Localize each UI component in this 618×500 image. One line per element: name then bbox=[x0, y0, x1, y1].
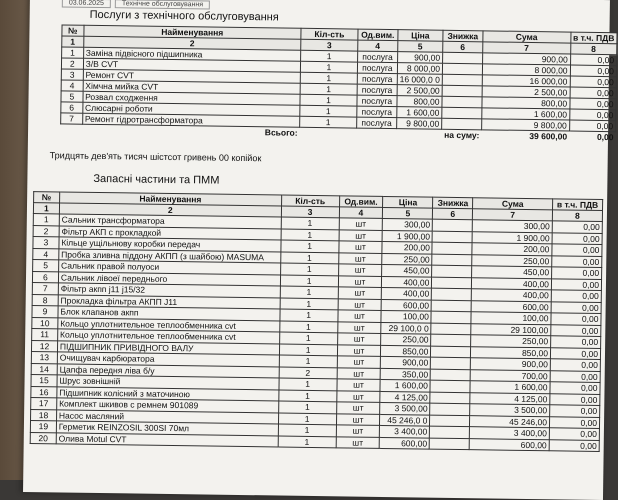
parts-column-header-7: в т.ч. ПДВ bbox=[552, 199, 602, 211]
table-cell: 3 500,00 bbox=[380, 402, 430, 414]
table-cell bbox=[442, 118, 482, 130]
table-cell: шт bbox=[338, 275, 382, 287]
table-cell: Ремонт CVT bbox=[83, 69, 301, 83]
table-cell: 1 bbox=[279, 344, 337, 356]
parts-column-header-6: Сума bbox=[473, 198, 553, 210]
parts-column-header-5: Знижка bbox=[433, 197, 473, 209]
table-cell: 1 bbox=[278, 436, 336, 448]
table-cell: 0,00 bbox=[550, 359, 600, 371]
table-cell: 1 bbox=[300, 94, 357, 106]
table-cell: 1 900,00 bbox=[382, 230, 432, 242]
table-cell bbox=[431, 346, 471, 358]
table-cell: шт bbox=[338, 264, 382, 276]
parts-column-number-5: 6 bbox=[433, 208, 473, 220]
header-date: 03.06.2025 bbox=[62, 0, 111, 8]
table-cell: шт bbox=[337, 356, 381, 368]
table-cell bbox=[442, 63, 482, 75]
services-column-header-1: Найменування bbox=[84, 25, 302, 39]
table-cell bbox=[430, 403, 470, 415]
table-cell: Ремонт гідротрансформатора bbox=[82, 113, 300, 127]
table-cell: послуга bbox=[357, 51, 397, 63]
table-cell: З/В CVT bbox=[83, 58, 301, 72]
table-cell: 1 bbox=[279, 378, 337, 390]
table-cell bbox=[430, 380, 470, 392]
parts-table bbox=[30, 191, 603, 452]
parts-column-number-4: 5 bbox=[383, 207, 433, 219]
table-cell: 4 bbox=[61, 80, 83, 91]
table-cell bbox=[430, 415, 470, 427]
table-cell: послуга bbox=[357, 62, 397, 74]
table-cell: Фільтр АКП с прокладкой bbox=[59, 225, 281, 240]
table-cell: 1 bbox=[280, 263, 338, 275]
table-cell: 2 500,00 bbox=[482, 86, 570, 98]
services-total-vat: 0,00 bbox=[596, 131, 614, 143]
table-cell: Прокладка фільтра АКПП J11 bbox=[58, 294, 280, 309]
table-cell: 10 bbox=[32, 317, 58, 329]
parts-column-number-1: 2 bbox=[59, 203, 281, 217]
table-cell bbox=[430, 392, 470, 404]
table-cell: 3 500,00 bbox=[470, 404, 550, 417]
table-cell: 2 bbox=[61, 58, 83, 69]
table-cell bbox=[431, 311, 471, 323]
table-cell: 0,00 bbox=[551, 301, 601, 313]
table-cell: 13 bbox=[31, 352, 57, 364]
table-cell: 14 bbox=[31, 363, 57, 375]
table-cell: Підшипник колісний з маточиною bbox=[57, 386, 279, 401]
table-cell: послуга bbox=[357, 95, 397, 107]
table-cell: 1 bbox=[281, 229, 339, 241]
table-cell bbox=[431, 357, 471, 369]
table-cell bbox=[433, 219, 473, 231]
table-cell: 400,00 bbox=[382, 287, 432, 299]
table-cell: 0,00 bbox=[551, 278, 601, 290]
table-cell: 0,00 bbox=[551, 290, 601, 302]
parts-column-header-3: Од.вим. bbox=[339, 196, 383, 208]
table-cell: 2 bbox=[279, 367, 337, 379]
table-cell: шт bbox=[338, 287, 382, 299]
table-cell: 9 800,00 bbox=[481, 119, 569, 131]
table-cell: 1 bbox=[278, 413, 336, 425]
table-cell: 1 600,00 bbox=[397, 107, 442, 119]
table-cell: 600,00 bbox=[380, 437, 430, 449]
table-cell: 700,00 bbox=[470, 369, 550, 382]
table-cell bbox=[442, 107, 482, 119]
table-cell: 5 bbox=[61, 91, 83, 102]
table-cell bbox=[443, 52, 483, 64]
parts-column-header-1: Найменування bbox=[59, 192, 281, 206]
services-table bbox=[60, 24, 617, 142]
table-cell: шт bbox=[337, 310, 381, 322]
table-cell: Насос масляний bbox=[56, 409, 278, 424]
table-cell: 0,00 bbox=[551, 324, 601, 336]
services-sum-label: на суму: bbox=[444, 129, 480, 141]
services-total-label: Всього: bbox=[264, 127, 298, 138]
table-cell: 0,00 bbox=[552, 221, 602, 233]
table-cell: 0,00 bbox=[550, 405, 600, 417]
table-cell: послуга bbox=[357, 117, 397, 129]
table-cell: 0,00 bbox=[570, 65, 617, 77]
table-cell: 0,00 bbox=[549, 416, 599, 428]
table-cell: Комплект шкивов с ремнем 901089 bbox=[57, 398, 279, 413]
parts-column-header-0: № bbox=[34, 192, 60, 203]
table-cell: 0,00 bbox=[570, 98, 617, 110]
services-column-number-4: 5 bbox=[398, 41, 443, 53]
table-cell: шт bbox=[338, 298, 382, 310]
table-cell bbox=[431, 300, 471, 312]
table-cell: 17 bbox=[31, 398, 57, 410]
table-cell: 0,00 bbox=[552, 255, 602, 267]
table-cell: 1 bbox=[300, 116, 357, 128]
table-cell bbox=[442, 96, 482, 108]
table-cell: 900,00 bbox=[471, 358, 551, 371]
table-cell bbox=[432, 288, 472, 300]
table-cell: шт bbox=[338, 252, 382, 264]
table-cell: 900,00 bbox=[381, 356, 431, 368]
table-cell: 450,00 bbox=[382, 264, 432, 276]
table-cell: 450,00 bbox=[472, 266, 552, 279]
header-label: Технічне обслуговування bbox=[115, 0, 210, 10]
table-cell: 3 400,00 bbox=[470, 427, 550, 440]
table-cell: шт bbox=[337, 321, 381, 333]
table-cell: 16 000,0 0 bbox=[397, 74, 442, 86]
table-cell: Сальник правой полуоси bbox=[58, 260, 280, 275]
invoice-page bbox=[23, 0, 615, 500]
table-cell: 0,00 bbox=[550, 370, 600, 382]
table-cell: 4 125,00 bbox=[380, 391, 430, 403]
table-cell: 20 bbox=[30, 432, 56, 444]
services-column-header-3: Од.вим. bbox=[358, 29, 398, 41]
table-cell: 1 bbox=[279, 332, 337, 344]
table-cell: 900,00 bbox=[482, 53, 570, 65]
services-column-header-4: Ціна bbox=[398, 30, 443, 42]
table-cell: 9 800,00 bbox=[396, 118, 441, 130]
parts-column-number-3: 4 bbox=[339, 207, 383, 219]
table-cell: шт bbox=[336, 425, 380, 437]
table-cell: 1 600,00 bbox=[470, 381, 550, 394]
table-cell: 9 bbox=[32, 306, 58, 318]
table-cell: 200,00 bbox=[382, 241, 432, 253]
table-cell: 0,00 bbox=[552, 267, 602, 279]
table-cell: Слюсарні роботи bbox=[82, 102, 300, 116]
table-cell: 850,00 bbox=[381, 345, 431, 357]
parts-column-number-6: 7 bbox=[473, 209, 553, 221]
table-cell bbox=[432, 231, 472, 243]
table-cell: 350,00 bbox=[381, 368, 431, 380]
services-column-header-6: Сума bbox=[483, 31, 571, 43]
table-cell: 600,00 bbox=[471, 300, 551, 313]
table-cell: шт bbox=[336, 379, 380, 391]
table-cell: 7 bbox=[32, 283, 58, 295]
table-cell: 2 500,00 bbox=[397, 85, 442, 97]
table-cell: Кольцо уплотнительное теплообменника cvt bbox=[58, 317, 280, 332]
table-cell: 29 100,00 bbox=[471, 323, 551, 336]
table-cell: 1 bbox=[301, 50, 358, 62]
table-cell: 1 600,00 bbox=[380, 379, 430, 391]
services-column-number-7: 8 bbox=[570, 43, 617, 55]
table-cell: 100,00 bbox=[381, 310, 431, 322]
table-cell: 250,00 bbox=[471, 335, 551, 348]
table-cell: шт bbox=[339, 218, 383, 230]
services-column-header-5: Знижка bbox=[443, 30, 483, 42]
table-cell: 250,00 bbox=[382, 253, 432, 265]
table-cell: 1 bbox=[281, 217, 339, 229]
table-cell: 0,00 bbox=[552, 244, 602, 256]
table-cell bbox=[431, 369, 471, 381]
table-cell: 1 bbox=[33, 214, 59, 226]
table-cell: 2 bbox=[33, 225, 59, 237]
table-cell: 8 000,00 bbox=[397, 63, 442, 75]
services-title: Послуги з технічного обслуговування bbox=[89, 8, 279, 24]
table-cell: 12 bbox=[31, 340, 57, 352]
table-cell: 1 bbox=[278, 401, 336, 413]
services-column-number-0: 1 bbox=[62, 36, 84, 47]
table-cell: 1 600,00 bbox=[482, 108, 570, 120]
parts-column-number-2: 3 bbox=[281, 206, 339, 218]
services-column-number-6: 7 bbox=[483, 42, 571, 54]
table-cell: 0,00 bbox=[570, 76, 617, 88]
table-cell: 300,00 bbox=[473, 220, 553, 233]
table-cell: 0,00 bbox=[569, 120, 616, 132]
table-cell: 0,00 bbox=[550, 347, 600, 359]
table-cell: 0,00 bbox=[550, 393, 600, 405]
table-cell: послуга bbox=[357, 73, 397, 85]
table-cell: 800,00 bbox=[397, 96, 442, 108]
table-cell bbox=[432, 242, 472, 254]
table-cell: Розвал сходження bbox=[83, 91, 301, 105]
table-cell: Кільце ущільнюву коробки передач bbox=[59, 237, 281, 252]
parts-column-header-2: Кіл-сть bbox=[281, 195, 339, 207]
table-cell: 1 bbox=[279, 355, 337, 367]
table-cell: шт bbox=[336, 436, 380, 448]
table-cell: 45 246,00 bbox=[470, 415, 550, 428]
table-cell: 11 bbox=[32, 329, 58, 341]
table-cell: 1 bbox=[280, 298, 338, 310]
table-cell bbox=[442, 85, 482, 97]
table-cell bbox=[431, 323, 471, 335]
table-cell: 300,00 bbox=[383, 218, 433, 230]
table-cell: 16 000,00 bbox=[482, 75, 570, 87]
table-cell: 8 bbox=[32, 294, 58, 306]
table-cell: шт bbox=[339, 229, 383, 241]
table-cell: шт bbox=[338, 241, 382, 253]
services-column-number-2: 3 bbox=[301, 39, 358, 51]
table-cell: Фільтр акпп j11 j15/32 bbox=[58, 283, 280, 298]
table-cell: 1 bbox=[300, 61, 357, 73]
table-cell: 1 bbox=[300, 72, 357, 84]
table-cell: Цапфа передня ліва б/у bbox=[57, 363, 279, 378]
table-cell: 400,00 bbox=[472, 289, 552, 302]
parts-column-header-4: Ціна bbox=[383, 196, 433, 208]
table-cell: 0,00 bbox=[550, 382, 600, 394]
services-column-header-2: Кіл-сть bbox=[301, 28, 358, 40]
table-cell: 250,00 bbox=[472, 254, 552, 267]
table-cell: 16 bbox=[31, 386, 57, 398]
table-cell: Очищувач карбюратора bbox=[57, 352, 279, 367]
table-cell: 250,00 bbox=[381, 333, 431, 345]
table-cell: шт bbox=[337, 367, 381, 379]
table-cell: Кольцо уплотнительное теплообменника cvt bbox=[58, 329, 280, 344]
services-column-header-0: № bbox=[62, 25, 84, 36]
table-cell: Блок клапанов акпп bbox=[58, 306, 280, 321]
table-cell: 900,00 bbox=[397, 52, 442, 64]
parts-column-number-0: 1 bbox=[33, 203, 59, 214]
services-column-number-5: 6 bbox=[443, 41, 483, 53]
parts-column-number-7: 8 bbox=[552, 210, 602, 222]
table-cell: 18 bbox=[31, 409, 57, 421]
services-total-sum: 39 600,00 bbox=[529, 130, 568, 142]
table-cell: Сальник лівоеї переднього bbox=[58, 271, 280, 286]
table-cell: 1 bbox=[280, 286, 338, 298]
table-cell: 100,00 bbox=[471, 312, 551, 325]
table-cell bbox=[432, 265, 472, 277]
amount-in-words: Тридцять дев'ять тисяч шістсот гривень 00 копійок bbox=[49, 150, 262, 164]
table-cell: 1 bbox=[280, 309, 338, 321]
table-cell: 3 bbox=[61, 69, 83, 80]
table-cell: 800,00 bbox=[482, 97, 570, 109]
table-cell: 400,00 bbox=[472, 277, 552, 290]
table-cell: 0,00 bbox=[570, 87, 617, 99]
table-cell: 400,00 bbox=[382, 276, 432, 288]
table-cell: 0,00 bbox=[569, 109, 616, 121]
table-cell: шт bbox=[336, 402, 380, 414]
table-cell: 1 bbox=[278, 424, 336, 436]
table-cell: 1 bbox=[281, 240, 339, 252]
table-cell: 600,00 bbox=[382, 299, 432, 311]
table-cell: послуга bbox=[357, 106, 397, 118]
header-strip bbox=[62, 0, 214, 10]
table-cell bbox=[442, 74, 482, 86]
table-cell: 15 bbox=[31, 375, 57, 387]
table-cell: 5 bbox=[33, 260, 59, 272]
table-cell: 1 bbox=[62, 47, 84, 58]
table-cell: 1 bbox=[279, 390, 337, 402]
table-cell: 1 bbox=[300, 105, 357, 117]
table-cell bbox=[430, 438, 470, 450]
table-cell: Пробка зливна піддону АКПП (з шайбою) MASUMA bbox=[59, 248, 281, 263]
table-cell: 200,00 bbox=[472, 243, 552, 256]
table-cell: 3 400,00 bbox=[380, 425, 430, 437]
table-cell: 0,00 bbox=[551, 336, 601, 348]
table-cell: 1 900,00 bbox=[472, 231, 552, 244]
services-column-header-7: в т.ч. ПДВ bbox=[570, 32, 617, 44]
table-cell: шт bbox=[336, 390, 380, 402]
parts-title: Запасні частини та ПММ bbox=[93, 172, 220, 187]
table-cell: шт bbox=[337, 344, 381, 356]
table-cell bbox=[432, 254, 472, 266]
table-cell: Заміна підвісного підшипника bbox=[83, 47, 301, 61]
table-cell bbox=[432, 277, 472, 289]
table-cell: 6 bbox=[32, 271, 58, 283]
table-cell: шт bbox=[337, 333, 381, 345]
table-cell: 1 bbox=[280, 252, 338, 264]
table-cell: шт bbox=[336, 413, 380, 425]
table-cell: 0,00 bbox=[570, 54, 617, 66]
table-cell: 8 000,00 bbox=[482, 64, 570, 76]
table-cell: 0,00 bbox=[549, 439, 599, 451]
table-cell: послуга bbox=[357, 84, 397, 96]
services-column-number-1: 2 bbox=[83, 36, 301, 50]
table-cell: 4 bbox=[33, 248, 59, 260]
table-cell: 1 bbox=[280, 321, 338, 333]
table-cell: Герметик REINZOSIL 300SI 70мл bbox=[56, 421, 278, 436]
table-cell bbox=[431, 334, 471, 346]
table-cell: Шрус зовнішній bbox=[57, 375, 279, 390]
table-cell: Сальник трансформатора bbox=[59, 214, 281, 229]
table-cell: 850,00 bbox=[471, 346, 551, 359]
table-cell: 0,00 bbox=[549, 428, 599, 440]
table-cell: 7 bbox=[61, 113, 83, 124]
table-cell: ПІДШИПНИК ПРИВІДНОГО ВАЛУ bbox=[57, 340, 279, 355]
table-cell: 0,00 bbox=[551, 313, 601, 325]
table-cell: 3 bbox=[33, 237, 59, 249]
services-column-number-3: 4 bbox=[358, 40, 398, 52]
table-cell: Олива Motul CVT bbox=[56, 432, 278, 447]
table-cell: 19 bbox=[30, 421, 56, 433]
table-cell bbox=[430, 426, 470, 438]
table-cell: 1 bbox=[280, 275, 338, 287]
table-cell: 45 246,0 0 bbox=[380, 414, 430, 426]
table-cell: 600,00 bbox=[469, 438, 549, 451]
table-cell: 6 bbox=[61, 102, 83, 113]
table-cell: 4 125,00 bbox=[470, 392, 550, 405]
table-cell: 0,00 bbox=[552, 232, 602, 244]
table-cell: Хімчна мийка CVT bbox=[83, 80, 301, 94]
table-cell: 1 bbox=[300, 83, 357, 95]
table-cell: 29 100,0 0 bbox=[381, 322, 431, 334]
